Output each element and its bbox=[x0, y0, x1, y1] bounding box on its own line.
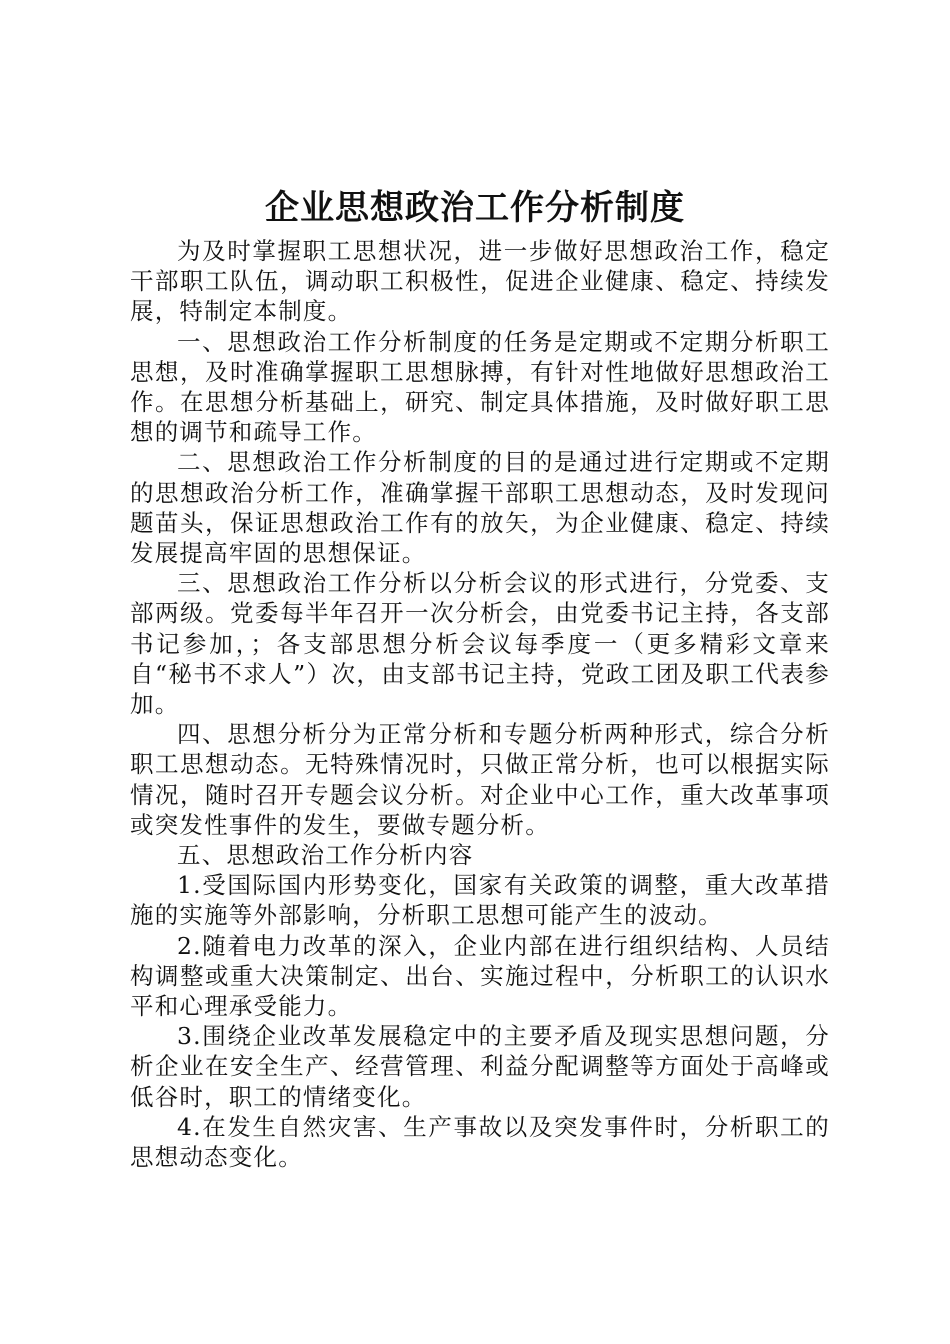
paragraph-section-4: 四、思想分析分为正常分析和专题分析两种形式，综合分析职工思想动态。无特殊情况时，只做正常分析，也可以根据实际情况，随时召开专题会议分析。对企业中心工作，重大改革事项或突发性事件的发生，要做专题分析。 bbox=[130, 720, 830, 839]
paragraph-item-1: 1.受国际国内形势变化，国家有关政策的调整，重大改革措施的实施等外部影响，分析职工思想可能产生的波动。 bbox=[130, 871, 830, 930]
paragraph-intro: 为及时掌握职工思想状况，进一步做好思想政治工作，稳定干部职工队伍，调动职工积极性，促进企业健康、稳定、持续发展，特制定本制度。 bbox=[130, 237, 830, 326]
paragraph-item-2: 2.随着电力改革的深入，企业内部在进行组织结构、人员结构调整或重大决策制定、出台、实施过程中，分析职工的认识水平和心理承受能力。 bbox=[130, 931, 830, 1021]
document-body bbox=[130, 236, 830, 1172]
paragraph-section-1: 一、思想政治工作分析制度的任务是定期或不定期分析职工思想，及时准确掌握职工思想脉搏，有针对性地做好思想政治工作。在思想分析基础上，研究、制定具体措施，及时做好职工思想的调节和疏导工作。 bbox=[130, 327, 830, 447]
paragraph-section-3: 三、思想政治工作分析以分析会议的形式进行，分党委、支部两级。党委每半年召开一次分析会，由党委书记主持，各支部书记参加，；各支部思想分析会议每季度一（更多精彩文章来自“秘书不求人”）次，由支部书记主持，党政工团及职工代表参加。 bbox=[130, 569, 830, 719]
paragraph-item-4: 4.在发生自然灾害、生产事故以及突发事件时，分析职工的思想动态变化。 bbox=[130, 1112, 830, 1172]
paragraph-section-2: 二、思想政治工作分析制度的目的是通过进行定期或不定期的思想政治分析工作，准确掌握干部职工思想动态，及时发现问题苗头，保证思想政治工作有的放矢，为企业健康、稳定、持续发展提高牢固的思想保证。 bbox=[130, 448, 830, 568]
document-title: 企业思想政治工作分析制度 bbox=[265, 188, 685, 228]
paragraph-section-5-heading: 五、思想政治工作分析内容 bbox=[177, 841, 474, 870]
paragraph-item-3: 3.围绕企业改革发展稳定中的主要矛盾及现实思想问题，分析企业在安全生产、经营管理、利益分配调整等方面处于高峰或低谷时，职工的情绪变化。 bbox=[130, 1022, 830, 1111]
